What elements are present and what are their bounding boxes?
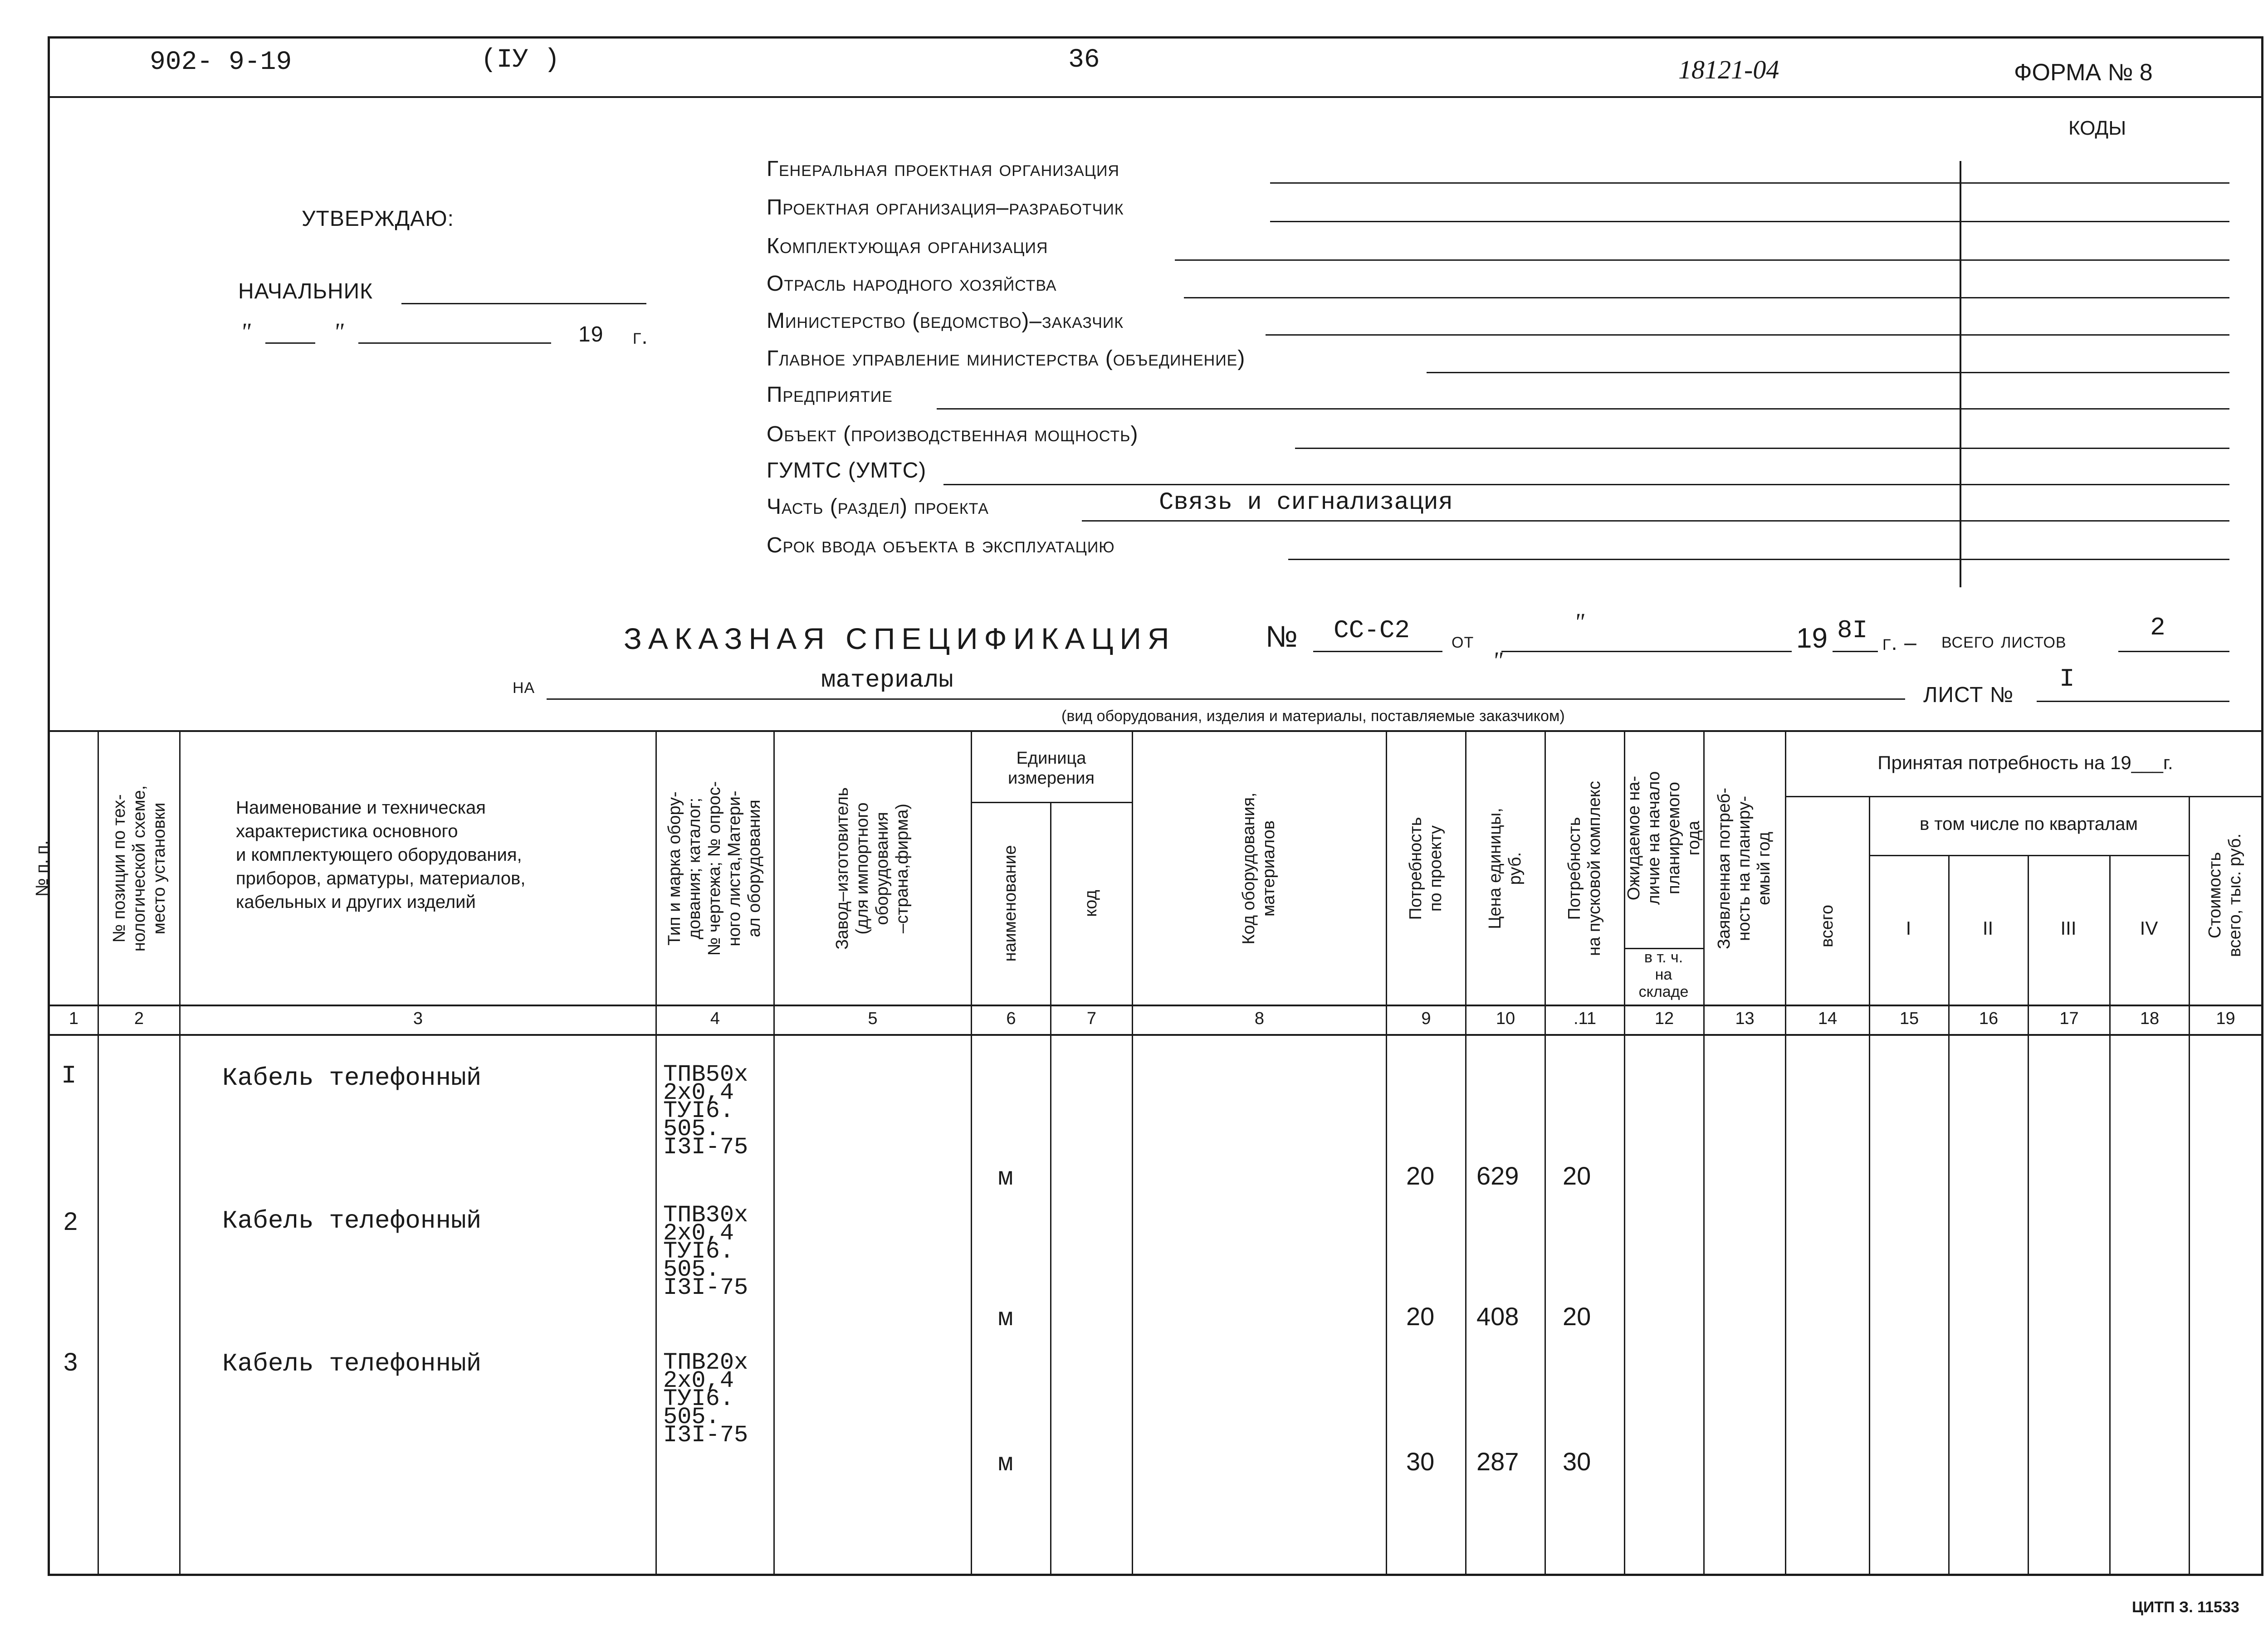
header-c1: № п. п. bbox=[33, 840, 52, 897]
field-general-org-line bbox=[1270, 182, 2229, 184]
spec-year-line bbox=[1833, 651, 1878, 652]
field-section-value: Связь и сигнализация bbox=[1159, 489, 1453, 517]
colnum-9: 9 bbox=[1421, 1009, 1431, 1028]
row3-type: ТПВ20х 2х0,4 ТУI6. 505. I3I-75 bbox=[663, 1349, 748, 1449]
vline-10 bbox=[1545, 730, 1546, 1575]
header-c18: IV bbox=[2140, 917, 2158, 939]
field-enterprise-label: Предприятие bbox=[767, 383, 893, 407]
field-industry-line bbox=[1184, 297, 2229, 298]
colnum-18: 18 bbox=[2140, 1009, 2160, 1028]
accepted-subheader-line bbox=[1785, 796, 2263, 797]
header-c4: Тип и марка обору- дования; каталог; № чертежа; № опрос- ного листа,Матери- ал оборудования bbox=[665, 781, 764, 956]
header-c12: Ожидаемое на- личие на начало планируемого года bbox=[1624, 771, 1703, 905]
spec-year: 8I bbox=[1837, 616, 1868, 645]
header-c8: Код оборудования, материалов bbox=[1239, 792, 1278, 945]
form-label: ФОРМА № 8 bbox=[2014, 59, 2153, 86]
chief-label: НАЧАЛЬНИК bbox=[238, 279, 373, 303]
row3-launch: 30 bbox=[1563, 1447, 1591, 1476]
field-section-line bbox=[1082, 520, 2229, 522]
row2-price: 408 bbox=[1476, 1302, 1519, 1331]
spec-total-sheets: 2 bbox=[2150, 613, 2165, 642]
date-year-suffix: г. bbox=[633, 325, 648, 349]
colnum-15: 15 bbox=[1899, 1009, 1919, 1028]
row2-num: 2 bbox=[64, 1207, 78, 1235]
field-object-label: Объект (производственная мощность) bbox=[767, 422, 1139, 446]
date-month-line bbox=[358, 342, 551, 344]
spec-year-prefix: 19 bbox=[1796, 623, 1828, 654]
header-accepted-group: Принятая потребность на 19___г. bbox=[1877, 752, 2173, 773]
frame-top bbox=[48, 36, 2263, 39]
vline-5 bbox=[971, 730, 972, 1575]
vline-14 bbox=[1869, 796, 1870, 1575]
row3-unit: м bbox=[998, 1449, 1013, 1478]
row1-launch: 20 bbox=[1563, 1161, 1591, 1190]
header-c3: Наименование и техническая характеристика основного и комплектующего оборудования, приборов, арматуры, материалов, кабельных и других изделий bbox=[236, 798, 526, 912]
codes-header: КОДЫ bbox=[2068, 117, 2126, 139]
header-c17: III bbox=[2060, 917, 2077, 939]
spec-total-sheets-line bbox=[2118, 651, 2229, 652]
spec-sheet-line bbox=[2037, 701, 2229, 702]
approve-label: УТВЕРЖДАЮ: bbox=[302, 207, 454, 231]
vline-2 bbox=[179, 730, 181, 1575]
row2-unit: м bbox=[998, 1304, 1013, 1333]
colnum-17: 17 bbox=[2059, 1009, 2079, 1028]
colnum-13: 13 bbox=[1735, 1009, 1755, 1028]
vline-3 bbox=[655, 730, 657, 1575]
field-developer-org-line bbox=[1270, 221, 2229, 222]
spec-from-label: от bbox=[1452, 629, 1474, 653]
row2-name: Кабель телефонный bbox=[222, 1206, 482, 1235]
colnum-11: .11 bbox=[1573, 1009, 1596, 1028]
row3-num: 3 bbox=[64, 1347, 78, 1376]
row3-qty: 30 bbox=[1406, 1447, 1435, 1476]
row1-unit: м bbox=[998, 1163, 1013, 1192]
handwritten-ref: 18121-04 bbox=[1678, 55, 1779, 84]
colnum-5: 5 bbox=[868, 1009, 878, 1028]
vline-16 bbox=[2028, 855, 2029, 1575]
vline-4 bbox=[773, 730, 775, 1575]
spec-date-line bbox=[1501, 651, 1792, 652]
header-c19: Стоимость всего, тыс. руб. bbox=[2205, 833, 2244, 957]
row1-type: ТПВ50х 2х0,4 ТУI6. 505. I3I-75 bbox=[663, 1061, 748, 1161]
field-developer-org-label: Проектная организация–разработчик bbox=[767, 195, 1124, 219]
row1-qty: 20 bbox=[1406, 1161, 1435, 1190]
colnum-3: 3 bbox=[413, 1009, 423, 1028]
chief-signature-line bbox=[401, 303, 646, 304]
header-c16: II bbox=[1982, 917, 1994, 939]
colnum-12: 12 bbox=[1654, 1009, 1674, 1028]
header-c6: наименование bbox=[1001, 845, 1020, 962]
field-deadline-line bbox=[1288, 559, 2229, 560]
field-gumts-label: ГУМТС (УМТС) bbox=[767, 458, 927, 483]
colnum-6: 6 bbox=[1006, 1009, 1016, 1028]
header-c5: Завод–изготовитель (для импортного оборудования –страна,фирма) bbox=[833, 787, 912, 950]
spec-sheet-number: I bbox=[2059, 664, 2075, 693]
vline-17 bbox=[2109, 855, 2111, 1575]
spec-on-value: материалы bbox=[821, 667, 953, 694]
spec-note: (вид оборудования, изделия и материалы, поставляемые заказчиком) bbox=[1061, 707, 1565, 725]
row3-name: Кабель телефонный bbox=[222, 1349, 482, 1378]
field-complete-org-label: Комплектующая организация bbox=[767, 234, 1048, 258]
spec-on-label: на bbox=[513, 674, 535, 698]
vline-6 bbox=[1050, 802, 1051, 1575]
spec-total-sheets-label: всего листов bbox=[1941, 629, 2067, 653]
spec-number-label: № bbox=[1266, 619, 1298, 653]
vline-15 bbox=[1948, 855, 1950, 1575]
field-complete-org-line bbox=[1175, 259, 2229, 261]
vline-9 bbox=[1465, 730, 1466, 1575]
colnum-16: 16 bbox=[1979, 1009, 1999, 1028]
header-c2: № позиции по тех- нологической схеме, место установки bbox=[110, 785, 169, 952]
header-c10: Цена единицы, руб. bbox=[1486, 808, 1525, 929]
col-number-top-line bbox=[48, 1005, 2263, 1006]
header-divider bbox=[48, 96, 2263, 98]
colnum-1: 1 bbox=[68, 1009, 79, 1028]
doc-code: 902- 9-19 bbox=[150, 48, 292, 77]
frame-right bbox=[2261, 36, 2263, 1576]
row2-type: ТПВ30х 2х0,4 ТУI6. 505. I3I-75 bbox=[663, 1202, 748, 1301]
spec-number-line bbox=[1313, 651, 1442, 652]
field-general-org-label: Генеральная проектная организация bbox=[767, 157, 1119, 181]
row3-price: 287 bbox=[1476, 1447, 1519, 1476]
header-c14: всего bbox=[1818, 904, 1837, 948]
field-deadline-label: Срок ввода объекта в эксплуатацию bbox=[767, 533, 1115, 557]
colnum-19: 19 bbox=[2216, 1009, 2235, 1028]
colnum-4: 4 bbox=[710, 1009, 720, 1028]
field-gumts-line bbox=[943, 484, 2229, 485]
row1-num: I bbox=[61, 1061, 77, 1090]
vline-13 bbox=[1785, 730, 1786, 1575]
field-ministry-line bbox=[1266, 334, 2229, 336]
spec-year-suffix: г. – bbox=[1882, 631, 1917, 655]
field-object-line bbox=[1295, 448, 2229, 449]
header-c7: код bbox=[1081, 890, 1100, 917]
row2-qty: 20 bbox=[1406, 1302, 1435, 1331]
vline-18 bbox=[2189, 796, 2190, 1575]
page-number: 36 bbox=[1068, 45, 1100, 75]
spec-quote-open: " bbox=[1574, 608, 1584, 635]
footer-print-code: ЦИТП З. 11533 bbox=[2132, 1599, 2239, 1616]
colnum-2: 2 bbox=[134, 1009, 144, 1028]
spec-title: ЗАКАЗНАЯ СПЕЦИФИКАЦИЯ bbox=[624, 622, 1176, 655]
date-quote-close: " bbox=[333, 318, 344, 345]
header-quarters-group: в том числе по кварталам bbox=[1919, 814, 2138, 834]
header-unit-group: Единица измерения bbox=[1008, 749, 1095, 788]
field-industry-label: Отрасль народного хозяйства bbox=[767, 272, 1057, 296]
header-c15: I bbox=[1906, 917, 1911, 939]
header-c11: Потребность на пусковой комплекс bbox=[1565, 781, 1604, 956]
header-c12b: в т. ч. на складе bbox=[1638, 949, 1689, 1000]
vline-8 bbox=[1386, 730, 1387, 1575]
colnum-7: 7 bbox=[1086, 1009, 1097, 1028]
date-year-prefix: 19 bbox=[578, 322, 604, 346]
vline-1 bbox=[98, 730, 99, 1575]
col-number-bottom-line bbox=[48, 1034, 2263, 1036]
spec-on-line bbox=[547, 698, 1905, 700]
field-enterprise-line bbox=[937, 408, 2229, 410]
row1-name: Кабель телефонный bbox=[222, 1063, 482, 1093]
header-c13: Заявленная потреб- ность на планиру- емый год bbox=[1715, 787, 1774, 950]
date-day-line bbox=[265, 342, 315, 344]
part-label: (IУ ) bbox=[481, 45, 560, 75]
row2-launch: 20 bbox=[1563, 1302, 1591, 1331]
codes-divider bbox=[1960, 161, 1961, 587]
colnum-14: 14 bbox=[1818, 1009, 1838, 1028]
vline-7 bbox=[1132, 730, 1133, 1575]
row1-price: 629 bbox=[1476, 1161, 1519, 1190]
field-main-dept-label: Главное управление министерства (объединение) bbox=[767, 346, 1246, 371]
colnum-10: 10 bbox=[1496, 1009, 1515, 1028]
header-c9: Потребность по проекту bbox=[1406, 817, 1445, 920]
field-section-label: Часть (раздел) проекта bbox=[767, 495, 989, 519]
field-main-dept-line bbox=[1427, 372, 2229, 373]
frame-bottom bbox=[48, 1574, 2263, 1576]
table-top-line bbox=[48, 730, 2263, 732]
field-ministry-label: Министерство (ведомство)–заказчик bbox=[767, 309, 1124, 333]
spec-number: СС-С2 bbox=[1334, 616, 1410, 645]
spec-quote-close: " bbox=[1492, 647, 1503, 674]
colnum-8: 8 bbox=[1254, 1009, 1265, 1028]
spec-sheet-label: ЛИСТ № bbox=[1923, 683, 2014, 707]
date-quote-open: " bbox=[240, 318, 251, 345]
